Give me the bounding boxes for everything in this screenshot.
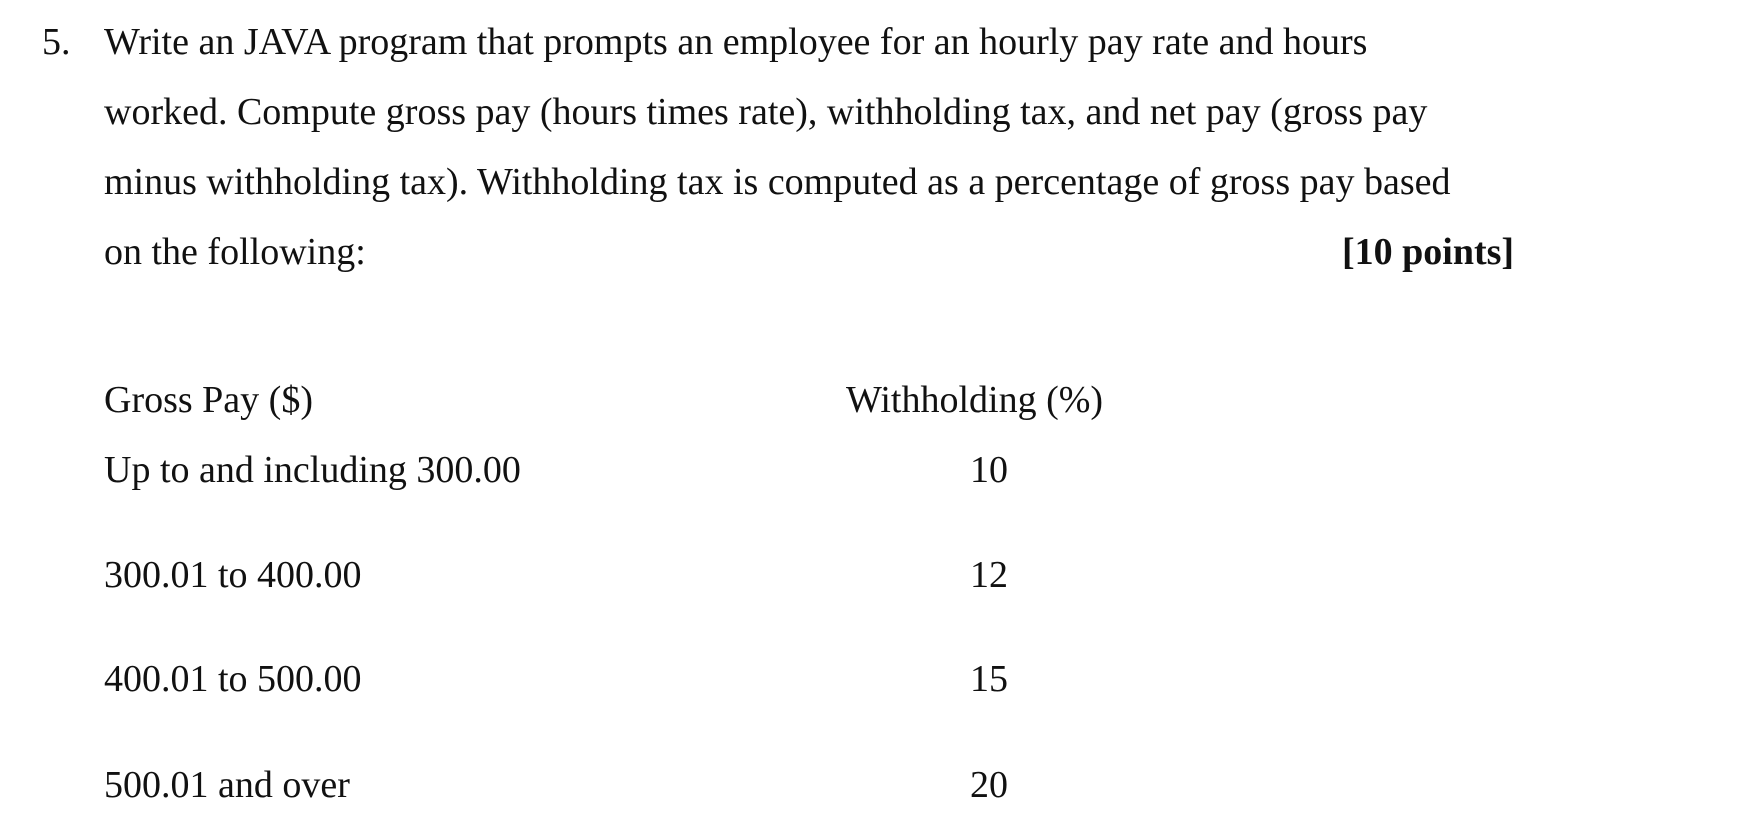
table-header-withholding: Withholding (%) xyxy=(846,379,1104,421)
question-text-line: Write an JAVA program that prompts an employee for an hourly pay rate and hours xyxy=(104,21,1368,63)
table-cell-gross-pay: 500.01 and over xyxy=(104,764,350,806)
question-text-line: minus withholding tax). Withholding tax is computed as a percentage of gross pay based xyxy=(104,161,1451,203)
question-text-line: worked. Compute gross pay (hours times rate), withholding tax, and net pay (gross pay xyxy=(104,91,1428,133)
table-header-gross-pay: Gross Pay ($) xyxy=(104,379,313,421)
table-cell-withholding: 20 xyxy=(970,764,1008,806)
table-cell-withholding: 12 xyxy=(970,554,1008,596)
table-cell-withholding: 15 xyxy=(970,658,1008,700)
table-cell-withholding: 10 xyxy=(970,449,1008,491)
question-text-line: on the following: xyxy=(104,231,366,273)
table-cell-gross-pay: 400.01 to 500.00 xyxy=(104,658,362,700)
table-cell-gross-pay: 300.01 to 400.00 xyxy=(104,554,362,596)
question-number: 5. xyxy=(42,21,71,63)
points-label: [10 points] xyxy=(1342,231,1515,273)
table-cell-gross-pay: Up to and including 300.00 xyxy=(104,449,521,491)
